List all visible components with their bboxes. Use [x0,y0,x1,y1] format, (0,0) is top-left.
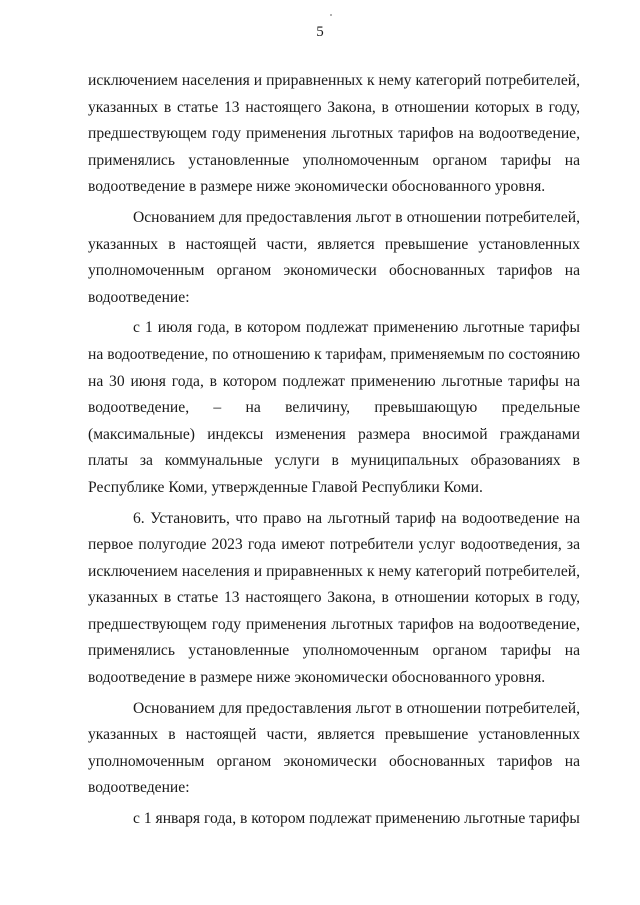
paragraph-basis-2: Основанием для предоставления льгот в отношении потребителей, указанных в настоящей части, является превышение установленных уполномоченным органом экономически обоснованных тарифов на водоотведение: [88,699,580,797]
paragraph-july-1: с 1 июля года, в котором подлежат применению льготные тарифы на водоотведение, по отношению к тарифам, применяемым по состоянию на 30 июня года, в котором подлежат применению льготные тарифы на водоотведение, – на величину, превышающую предельные (максимальные) индексы изменения размера вносимой гражданами платы за коммунальные услуги в муниципальных образованиях в Республике Коми, утвержденные Главой Республики Коми. [88,319,580,496]
paragraph-continuation: исключением населения и приравненных к нему категорий потребителей, указанных в статье 13 настоящего Закона, в отношении которых в году, предшествующем году применения льготных тарифов на водоотведение, применялись установленные уполномоченным органом тарифы на водоотведение в размере ниже экономически обоснованного уровня. [88,72,580,196]
scan-artifact-dot [330,14,332,16]
document-body [88,68,580,833]
page-number: 5 [316,24,324,40]
paragraph-basis-1: Основанием для предоставления льгот в отношении потребителей, указанных в настоящей части, является превышение установленных уполномоченным органом экономически обоснованных тарифов на водоотведение: [88,208,580,306]
paragraph-item-6: 6. Установить, что право на льготный тариф на водоотведение на первое полугодие 2023 года имеют потребители услуг водоотведения, за исключением населения и приравненных к нему категорий потребителей, указанных в статье 13 настоящего Закона, в отношении которых в году, предшествующем году применения льготных тарифов на водоотведение, применялись установленные уполномоченным органом тарифы на водоотведение в размере ниже экономически обоснованного уровня. [88,509,580,687]
paragraph-january-1: с 1 января года, в котором подлежат применению льготные тарифы [133,810,580,828]
